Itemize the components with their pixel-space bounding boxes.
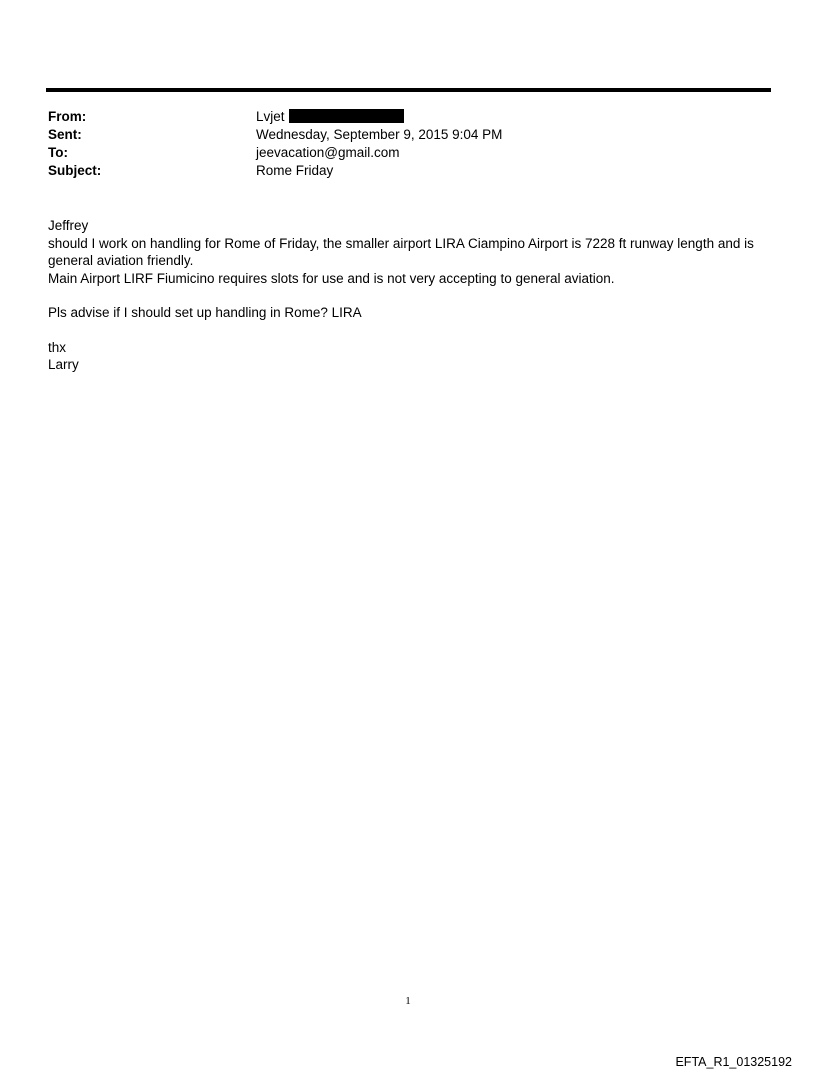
body-line: should I work on handling for Rome of Friday, the smaller airport LIRA Ciampino Airport is 7228 ft runway length and is (48, 235, 754, 251)
from-value (256, 108, 748, 126)
sent-value: Wednesday, September 9, 2015 9:04 PM (256, 127, 503, 142)
sent-label: Sent: (48, 127, 82, 142)
email-body (48, 217, 778, 374)
greeting: Jeffrey (48, 218, 89, 233)
from-label: From: (48, 109, 87, 124)
redaction-box (289, 109, 404, 123)
subject-row (48, 162, 748, 180)
to-label: To: (48, 145, 68, 160)
sent-row (48, 126, 748, 144)
header-rule (46, 88, 771, 92)
email-header (48, 108, 748, 180)
from-row (48, 108, 748, 126)
body-line: Main Airport LIRF Fiumicino requires slots for use and is not very accepting to general aviation. (48, 270, 615, 286)
body-line: general aviation friendly. (48, 253, 194, 268)
document-id: EFTA_R1_01325192 (675, 1055, 792, 1069)
to-row (48, 144, 748, 162)
signature: Larry (48, 357, 79, 372)
from-sender: Lvjet (256, 109, 285, 124)
body-line: Pls advise if I should set up handling in Rome? LIRA (48, 305, 362, 320)
page-number: 1 (405, 995, 411, 1007)
closing-line: thx (48, 339, 67, 355)
subject-value: Rome Friday (256, 163, 334, 178)
subject-label: Subject: (48, 163, 102, 178)
to-value: jeevacation@gmail.com (256, 145, 400, 160)
